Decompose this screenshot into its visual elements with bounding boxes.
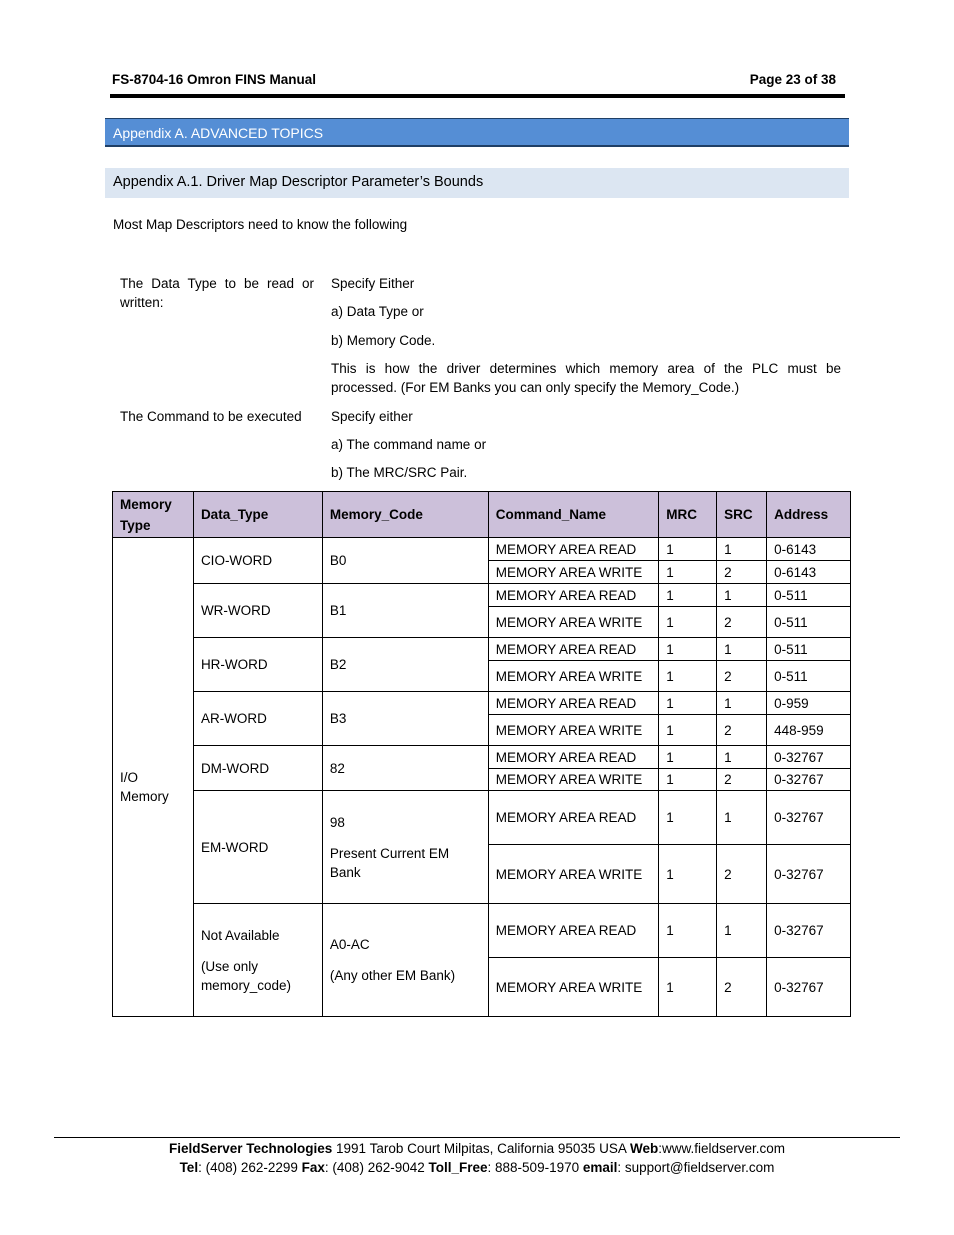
option-a-2: a) The command name or (331, 437, 487, 452)
command-cell: MEMORY AREA READ (488, 538, 659, 561)
src-cell: 1 (717, 538, 767, 561)
footer-company: FieldServer Technologies (168, 1141, 333, 1156)
memory-code-cell: B3 (322, 692, 488, 746)
col-header-src: SRC (717, 492, 767, 538)
table-row (113, 538, 851, 561)
address-cell: 448-959 (767, 715, 851, 746)
footer-web-link[interactable]: :www.fieldserver.com (658, 1141, 786, 1156)
mrc-cell: 1 (659, 538, 717, 561)
footer-toll-label: Toll_Free (428, 1160, 488, 1175)
mrc-cell: 1 (659, 638, 717, 661)
src-cell: 1 (717, 791, 767, 845)
note-line-2: processed. (For EM Banks you can only specify the Memory_Code.) (331, 380, 740, 395)
col-header-data-type: Data_Type (193, 492, 322, 538)
data-type-cell: AR-WORD (193, 692, 322, 746)
mrc-cell: 1 (659, 561, 717, 584)
subsection-heading: Appendix A.1. Driver Map Descriptor Parameter’s Bounds (105, 168, 849, 198)
option-b-1: b) Memory Code. (331, 333, 436, 348)
mrc-cell: 1 (659, 692, 717, 715)
address-cell: 0-511 (767, 607, 851, 638)
address-cell: 0-32767 (767, 958, 851, 1017)
table-row (113, 584, 851, 607)
address-cell: 0-511 (767, 638, 851, 661)
page-number: Page 23 of 38 (749, 72, 836, 87)
footer-rule (54, 1137, 900, 1138)
data-type-cell: HR-WORD (193, 638, 322, 692)
address-cell: 0-511 (767, 584, 851, 607)
table-row (113, 791, 851, 845)
table-row (113, 746, 851, 769)
option-b-2: b) The MRC/SRC Pair. (331, 465, 468, 480)
mrc-cell: 1 (659, 584, 717, 607)
mrc-cell: 1 (659, 845, 717, 904)
command-cell: MEMORY AREA READ (488, 791, 659, 845)
memory-code-value: 98 (329, 814, 345, 830)
table-header-row (113, 492, 851, 538)
src-cell: 2 (717, 607, 767, 638)
address-cell: 0-6143 (767, 538, 851, 561)
command-label: The Command to be executed (120, 409, 302, 424)
src-cell: 1 (717, 746, 767, 769)
col-header-command-name: Command_Name (488, 492, 659, 538)
data-type-cell: EM-WORD (193, 791, 322, 904)
header-rule (110, 94, 845, 98)
intro-text: Most Map Descriptors need to know the following (113, 217, 408, 232)
manual-title: FS-8704-16 Omron FINS Manual (112, 72, 317, 87)
footer-web-label: Web (629, 1141, 659, 1156)
col-header-memory-type: Memory Type (113, 492, 194, 538)
mrc-cell: 1 (659, 791, 717, 845)
footer-tel: : (408) 262-2299 (198, 1160, 302, 1175)
command-cell: MEMORY AREA WRITE (488, 607, 659, 638)
command-cell: MEMORY AREA READ (488, 584, 659, 607)
footer-address: 1991 Tarob Court Milpitas, California 95035 USA (332, 1141, 630, 1156)
src-cell: 1 (717, 692, 767, 715)
memory-code-cell: B1 (322, 584, 488, 638)
data-type-label-2: written: (120, 295, 164, 310)
command-cell: MEMORY AREA WRITE (488, 561, 659, 584)
src-cell: 2 (717, 561, 767, 584)
address-cell: 0-32767 (767, 791, 851, 845)
mrc-cell: 1 (659, 715, 717, 746)
memory-code-cell: B2 (322, 638, 488, 692)
footer-fax: : (408) 262-9042 (324, 1160, 429, 1175)
command-cell: MEMORY AREA READ (488, 692, 659, 715)
src-cell: 2 (717, 715, 767, 746)
memory-code-value: A0-AC (329, 937, 370, 952)
src-cell: 2 (717, 661, 767, 692)
data-type-value: Not Available (200, 927, 280, 943)
data-type-cell: DM-WORD (193, 746, 322, 791)
col-header-memory-code: Memory_Code (322, 492, 488, 538)
data-type-note: (Use only memory_code) (200, 958, 291, 993)
memory-code-cell: 82 (322, 746, 488, 791)
col-header-address: Address (767, 492, 851, 538)
memory-type-cell (113, 538, 194, 1017)
src-cell: 1 (717, 904, 767, 958)
src-cell: 1 (717, 638, 767, 661)
address-cell: 0-6143 (767, 561, 851, 584)
footer-email-label: email (582, 1160, 618, 1175)
command-cell: MEMORY AREA READ (488, 904, 659, 958)
option-a-1: a) Data Type or (331, 304, 424, 319)
specify-either-2: Specify either (331, 409, 413, 424)
memory-code-cell (322, 904, 488, 1017)
address-cell: 0-959 (767, 692, 851, 715)
src-cell: 1 (717, 584, 767, 607)
col-header-mrc: MRC (659, 492, 717, 538)
table-row (113, 904, 851, 958)
command-cell: MEMORY AREA WRITE (488, 715, 659, 746)
memory-table (112, 491, 851, 1017)
address-cell: 0-32767 (767, 746, 851, 769)
src-cell: 2 (717, 958, 767, 1017)
footer-toll: : 888-509-1970 (487, 1160, 583, 1175)
data-type-cell: CIO-WORD (193, 538, 322, 584)
mrc-cell: 1 (659, 958, 717, 1017)
command-cell: MEMORY AREA WRITE (488, 661, 659, 692)
command-cell: MEMORY AREA WRITE (488, 845, 659, 904)
footer-email-link[interactable]: : support@fieldserver.com (617, 1160, 775, 1175)
command-cell: MEMORY AREA WRITE (488, 958, 659, 1017)
mrc-cell: 1 (659, 769, 717, 791)
address-cell: 0-32767 (767, 845, 851, 904)
note-line-1: This is how the driver determines which memory area of the PLC must be (331, 361, 841, 376)
command-cell: MEMORY AREA READ (488, 746, 659, 769)
data-type-label: The Data Type to be read or (120, 276, 314, 291)
footer-line-2 (0, 1160, 954, 1175)
memory-code-note: Present Current EM Bank (329, 845, 450, 880)
mrc-cell: 1 (659, 746, 717, 769)
section-heading: Appendix A. ADVANCED TOPICS (105, 118, 849, 147)
address-cell: 0-32767 (767, 769, 851, 791)
memory-code-note: (Any other EM Bank) (329, 968, 456, 983)
address-cell: 0-32767 (767, 904, 851, 958)
footer-tel-label: Tel (179, 1160, 199, 1175)
table-row (113, 692, 851, 715)
memory-type-value: I/O Memory (120, 770, 169, 804)
mrc-cell: 1 (659, 607, 717, 638)
mrc-cell: 1 (659, 904, 717, 958)
data-type-cell (193, 904, 322, 1017)
memory-code-cell (322, 791, 488, 904)
address-cell: 0-511 (767, 661, 851, 692)
data-type-cell: WR-WORD (193, 584, 322, 638)
specify-either-1: Specify Either (331, 276, 415, 291)
mrc-cell: 1 (659, 661, 717, 692)
memory-code-cell: B0 (322, 538, 488, 584)
src-cell: 2 (717, 769, 767, 791)
command-cell: MEMORY AREA READ (488, 638, 659, 661)
table-row (113, 638, 851, 661)
footer-fax-label: Fax (301, 1160, 325, 1175)
footer-line-1 (0, 1141, 954, 1156)
src-cell: 2 (717, 845, 767, 904)
command-cell: MEMORY AREA WRITE (488, 769, 659, 791)
